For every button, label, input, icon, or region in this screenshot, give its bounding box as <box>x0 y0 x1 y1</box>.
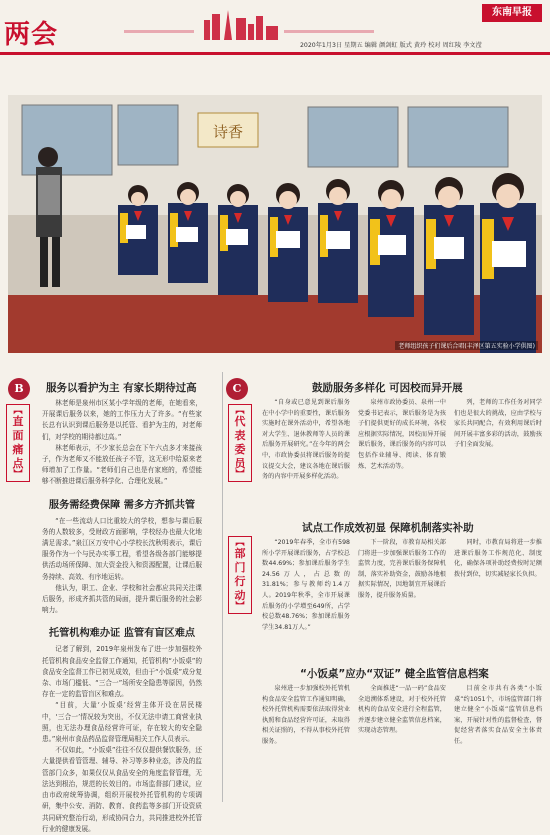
paragraph: 他认为，职工、企业、学校和社会都应共同关注课后服务，形成齐抓共管的局面，提升课后服务的社会影响力。 <box>42 583 202 615</box>
paragraph: 记者了解到，2019年泉州发布了进一步加强校外托管机构食品安全监督工作通知，托管机构“小饭桌”的食品安全监督工作已初见成效，但由于“小饭桌”成分复杂、市场门槛低、“三合一”场所安全隐患等原因，仍然存在一定的监管盲区和难点。 <box>42 645 202 699</box>
tag-char: 员 <box>234 457 246 470</box>
subheading: 托管机构难办证 监管有盲区难点 <box>48 628 196 640</box>
tag-bracket-top-icon: ︻ <box>235 406 245 416</box>
tag-char: 表 <box>234 429 246 442</box>
tag-bracket-top-icon: ︻ <box>13 406 23 416</box>
tag-bracket-bottom-icon: ︼ <box>235 602 245 612</box>
paragraph: 全面推进“一品一码”食品安全追溯体系建设，对于校外托管机构的食品安全进行全程监管，并逐步建立健全监管信息档案，实现动态管理。 <box>358 685 446 735</box>
section-marker-b: B <box>8 378 30 400</box>
tag-bracket-bottom-icon: ︼ <box>13 470 23 480</box>
tag-char: 面 <box>12 429 24 442</box>
column-divider <box>222 372 223 802</box>
paragraph: “在一些流动人口比重较大的学校，想参与课后服务的人数较多，受财政方面影响，学校经办也最大化地满足需求。”泉江区万安中心小学校长沈秋明表示，课后服务作为一个与民办实事工程，希望各级各部门能够提供活动场所保障、加大资金投入和资源配置，让课后服务持续、高效、有序地运转。 <box>42 516 202 581</box>
subheading: 服务需经费保障 需多方齐抓共管 <box>48 499 196 511</box>
paragraph: “自身或已意见到课后服务在中小学中的重要性，课后服务实施时在课外活动中，希望各地对大学生、退休教师等人员的课后服务开展研究。”在今年的两会中，市政协委员将课后服务的提议提交大会，建议各地在课后服务的内容中开展多样化活动。 <box>262 399 350 481</box>
paragraph: “2019年春季，全市有598所小学开展课后服务，占学校总数44.69%；参加课后服务学生24.56万人，占总数的31.81%；参与教师约1.4万人。2019年秋季，全市开展课后服务的小学增至649所，占学校总数48.76%；参加课后服务学生34.81万人。” <box>262 539 350 631</box>
header-rule <box>0 52 550 55</box>
tag-char: 委 <box>234 443 246 456</box>
tag-char: 部 <box>234 547 246 560</box>
section-marker-c: C <box>226 378 248 400</box>
page-header <box>0 0 550 60</box>
paragraph: “目前，大量‘小饭桌’经营主体开设在居民楼中，‘三合一’情况较为突出，不仅无法申请工商营业执照，也无法办理食品经营许可证，存在较大的安全隐患。”泉州市食品药品监督管理局相关工作人员表示。 <box>42 701 202 744</box>
classroom-choir-illustration <box>8 95 542 353</box>
left-headline: 服务以看护为主 有家长期待过高 <box>46 382 197 394</box>
paragraph: 不仅如此，“小饭桌”往往不仅仅提供餐饮服务，还大量提供看管管理、辅导、补习等多种业态，涉及的监管部门众多，如果仅仅从食品安全的角度监督管理，无法达到根治，规范的长效目的。市场监督部门建议，应由市政府统筹协调，组织开展校外托管机构的专项调研，集中公安、消防、教育、食药监等多部门开设资质共同研究整治行动，形成协同合力，共同推进校外托管行业的健康发展。 <box>42 746 202 833</box>
paragraph: 泉州进一步加强校外托管机构食品安全监管工作通知明确，校外托管机构需要依法取得营业执照和食品经营许可证，未取得相关证照的，不得从事校外托管服务。 <box>262 685 350 745</box>
tag-char: 点 <box>12 457 24 470</box>
tag-char: 痛 <box>12 443 24 456</box>
tag-char: 动 <box>234 589 246 602</box>
tag-char: 门 <box>234 561 246 574</box>
wall-sign-text: 诗香 <box>212 123 244 141</box>
feature-photo <box>8 95 542 353</box>
tag-zhimian-tongdian <box>6 404 30 482</box>
paragraph: 林老师是泉州市区某小学年级的老师，在她看来，开展课后服务以来，她的工作压力大了许多。“有些家长总有认识到课后服务是以托管、看护为主的，对老师们，对学校的期待都过高。” <box>42 399 202 441</box>
right-headline-3: “小饭桌”应办“双证” 健全监管信息档案 <box>300 668 489 680</box>
issue-meta: 2020年1月3日 星期五 编辑 颜剑虹 版式 黄玲 校对 周红陵 李文滢 <box>300 42 482 49</box>
right-headline-2: 试点工作成效初显 保障机制落实补助 <box>302 522 474 534</box>
paragraph: 泉州市政协委员、泉州一中党委书记表示，课后服务是为孩子们提供更好的成长环境，各校应根据实际情况，因校而异开展课后服务，课后服务的内容可以包括作业辅导、阅读、体育锻炼、艺术活动等。 <box>358 399 446 470</box>
skyline-decoration <box>84 6 384 40</box>
tag-char: 直 <box>12 415 24 428</box>
article-section-3 <box>262 684 542 748</box>
newspaper-logo: 东南早报 <box>482 4 542 22</box>
paragraph: 林老师表示，不少家长总会在下午六点多才来接孩子，作为老师又不能放任孩子不管，这无形中给原来老师增加了工作量。“老师们自己也是有家庭的，希望能够不断推进课后服务科学化、合理化发展。” <box>42 443 202 486</box>
tag-char: 行 <box>234 575 246 588</box>
tag-bumen-xingdong <box>228 536 252 614</box>
article-section-2 <box>262 538 542 633</box>
tag-char: 代 <box>234 415 246 428</box>
right-headline-1: 鼓励服务多样化 可因校而异开展 <box>312 382 463 394</box>
left-article <box>42 398 202 835</box>
paragraph: 同时，市教育局将进一步推进课后服务工作规范化、制度化，确保各项补助经费按时足额拨付到位，切实减轻家长负担。 <box>454 539 542 578</box>
paragraph: 列，老师的工作任务对同学们也是很大的挑战，应由学校与家长共同配合，有效利用课后时间开展丰富多彩的活动，鼓励孩子们全面发展。 <box>454 399 542 449</box>
photo-caption: 老师组织孩子们课后合唱(丰泽区第五实验小学供图) <box>395 341 538 350</box>
section-title: 两会 <box>4 20 59 50</box>
paragraph: 目前全市共有各类“小饭桌”约1051个，市场监管部门将建立健全“小饭桌”监管信息档案，开展针对性的监督检查，督促经营者落实食品安全主体责任。 <box>454 685 542 745</box>
tag-bracket-top-icon: ︻ <box>235 538 245 548</box>
article-section-1 <box>262 398 542 483</box>
tag-daibiao-weiyuan <box>228 404 252 482</box>
tag-bracket-bottom-icon: ︼ <box>235 470 245 480</box>
paragraph: 下一阶段，市教育局相关部门将进一步加强课后服务工作的监管力度，完善课后服务保障机制，落实补助资金，鼓励各地根据实际情况，因地制宜开展课后服务，提升服务质量。 <box>358 539 446 599</box>
